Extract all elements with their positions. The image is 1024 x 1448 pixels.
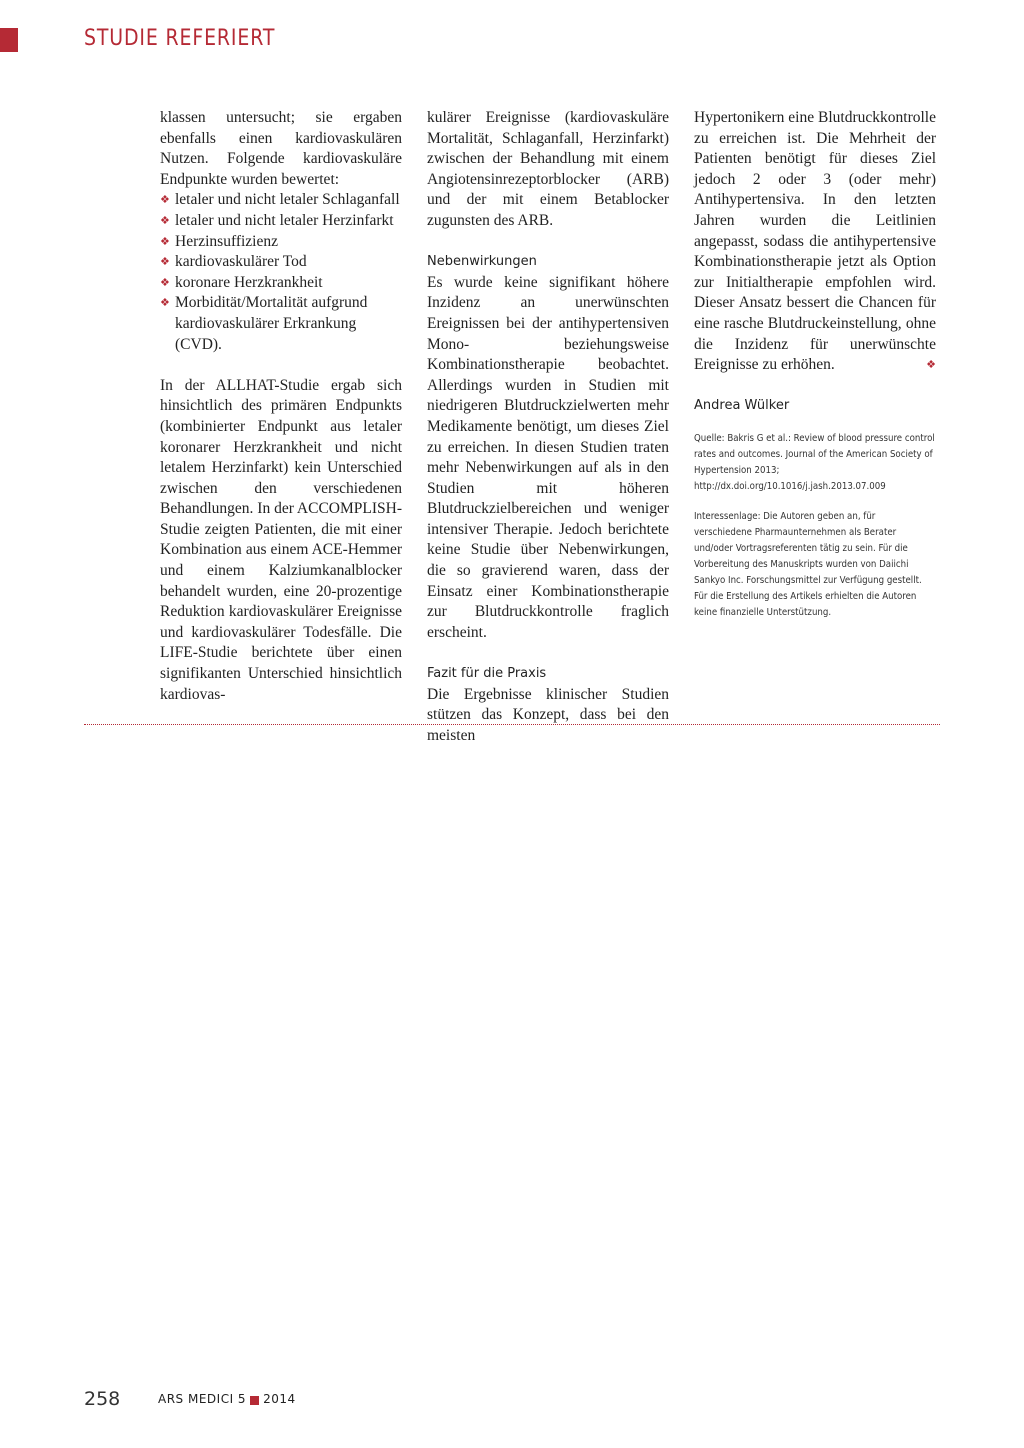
list-item: ❖ kardiovaskulärer Tod (160, 252, 402, 273)
source-reference: Quelle: Bakris G et al.: Review of blood pressure control rates and outcomes. Journal of the American Society of Hypertension 2013; http://dx.doi.org/10.1016/j.jash.2013.07.009 (694, 432, 935, 492)
study-results-paragraph: In der ALLHAT-Studie ergab sich hinsichtlich des primären Endpunkts (kombinierter Endpunkt aus letaler koronarer Herzkrankheit und nicht letalem Herzinfarkt) kein Unterschied zwischen den verschiedenen Behandlungen. In der ACCOMPLISH-Studie zeigten Patienten, die mit einer Kombination aus einem ACE-Hemmer und einem Kalziumkanalblocker behandelt wurden, eine 20-prozentige Reduktion kardiovaskulärer Ereignisse und kardiovaskulärer Todesfälle. Die LIFE-Studie berichtete über einen signifikanten Unterschied hinsichtlich kardiovas- (160, 376, 402, 703)
list-item: ❖ Herzinsuffizienz (160, 232, 402, 253)
heading-conclusion: Fazit für die Praxis (427, 666, 547, 682)
section-title: STUDIE REFERIERT (84, 26, 276, 51)
diamond-bullet-icon: ❖ (160, 235, 170, 248)
end-of-article-icon: ❖ (926, 359, 936, 372)
page-number: 258 (84, 1388, 121, 1410)
diamond-bullet-icon: ❖ (160, 214, 170, 227)
author-name: Andrea Wülker (694, 398, 790, 414)
conclusion-continued: Hypertonikern eine Blutdruckkontrolle zu erreichen ist. Die Mehrheit der Patienten benötigt für dieses Ziel jedoch 2 oder 3 (oder mehr) Antihypertensiva. In den letzten Jahren wurden die Leitlinien angepasst, sodass die antihypertensive Kombinationstherapie jetzt als Option zur Initialtherapie empfohlen wird. Dieser Ansatz bessert die Chancen für eine rasche Blutdruckeinstellung, ohne die Inzidenz für unerwünschte Ereignisse zu erhöhen. ❖ (694, 108, 936, 376)
conflict-of-interest: Interessenlage: Die Autoren geben an, für verschiedene Pharmaunternehmen als Berater und/oder Vortragsreferenten tätig zu sein. Für die Vorbereitung des Manuskripts wurden von Daiichi Sankyo Inc. Forschungsmittel zur Verfügung gestellt. Für die Erstellung des Artikels erhielten die Autoren keine finanzielle Unterstützung. (694, 510, 922, 618)
conclusion-paragraph: Die Ergebnisse klinischer Studien stützen das Konzept, dass bei den meisten (427, 685, 669, 744)
list-item: ❖ letaler und nicht letaler Schlaganfall (160, 190, 402, 211)
intro-text: klassen untersucht; sie ergaben ebenfalls einen kardiovaskulären Nutzen. Folgende kardiovaskuläre Endpunkte wurden bewertet: (160, 109, 402, 188)
side-effects-paragraph: Es wurde keine signifikant höhere Inzidenz an unerwünschten Ereignissen bei der antihypertensiven Mono- beziehungsweise Kombinationstherapie beobachtet. Allerdings wurden in Studien mit niedrigeren Blutdruckzielwerten mehr Medikamente benötigt, um dieses Ziel zu erreichen. In diesen Studien traten mehr Nebenwirkungen auf als in den Studien mit höheren Blutdruckzielbereichen und weniger intensiver Therapie. Jedoch berichtete keine Studie über Nebenwirkungen, die so gravierend waren, dass der Einsatz einer Kombinationstherapie zur Blutdruckkontrolle fraglich erscheint. (427, 273, 669, 641)
square-separator-icon (250, 1396, 259, 1405)
list-item: ❖ koronare Herzkrankheit (160, 273, 402, 294)
publication-year: 2014 (263, 1392, 296, 1406)
list-item: ❖ letaler und nicht letaler Herzinfarkt (160, 211, 402, 232)
page-footer (84, 1388, 296, 1410)
article-column-3 (694, 108, 936, 621)
list-item: ❖ Morbidität/Mortalität aufgrund kardiovaskulärer Erkrankung (CVD). (160, 294, 368, 353)
diamond-bullet-icon: ❖ (160, 297, 170, 310)
diamond-bullet-icon: ❖ (160, 276, 170, 289)
article-column-1 (160, 108, 402, 705)
diamond-bullet-icon: ❖ (160, 256, 170, 269)
article-column-2 (427, 108, 669, 746)
diamond-bullet-icon: ❖ (160, 194, 170, 207)
endpoint-list (160, 190, 402, 355)
dotted-divider (84, 724, 940, 725)
journal-name: ARS MEDICI 5 (158, 1392, 247, 1406)
section-color-marker (0, 28, 18, 52)
heading-side-effects: Nebenwirkungen (427, 254, 537, 270)
study-results-continued: kulärer Ereignisse (kardiovaskuläre Mortalität, Schlaganfall, Herzinfarkt) zwischen der Behandlung mit einem Angiotensinrezeptorblocker (ARB) und der mit einem Betablocker zugunsten des ARB. (427, 109, 669, 229)
